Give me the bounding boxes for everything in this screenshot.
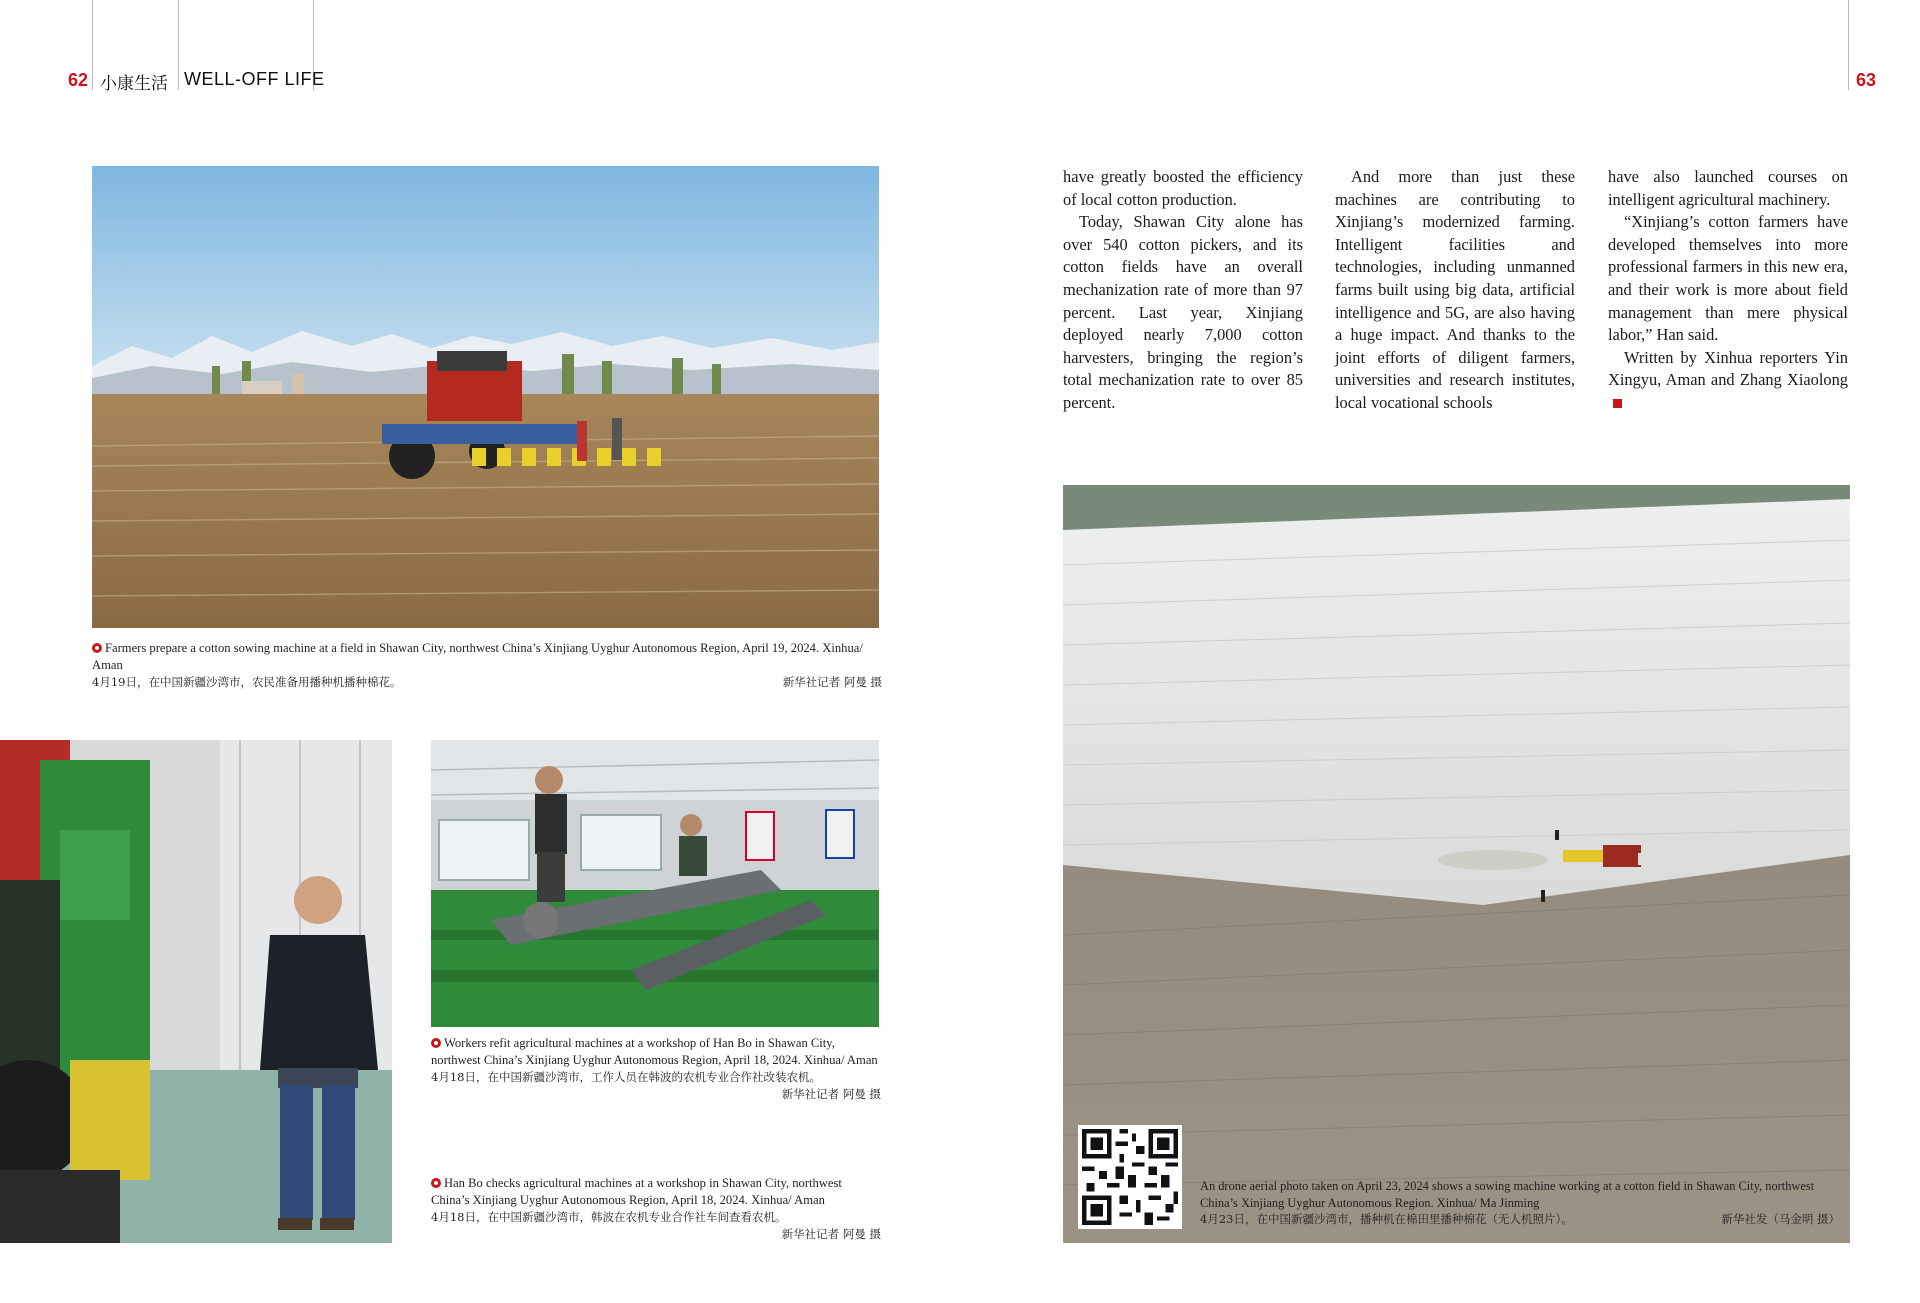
- caption-bullet-icon: [431, 1038, 441, 1048]
- qr-code-icon: [1078, 1125, 1182, 1229]
- byline-text: Written by Xinhua reporters Yin Xingyu, Aman and Zhang Xiaolong: [1608, 347, 1848, 390]
- han-bo-photo: [0, 740, 392, 1243]
- article-paragraph: And more than just these machines are contributing to Xinjiang’s modernized farming. Intelligent facilities and technologies, including unmanned farms built using big data, artificial intelligence and 5G, are also having a huge impact. And thanks to the joint efforts of diligent farmers, universities and research institutes, local vocational schools: [1335, 167, 1575, 412]
- header-rule-1: [92, 0, 93, 90]
- han-bo-caption-cn: 4月18日，在中国新疆沙湾市，韩波在农机专业合作社车间查看农机。: [431, 1210, 787, 1224]
- left-page-number: 62: [68, 70, 89, 90]
- drone-caption-cn: 4月23日，在中国新疆沙湾市，播种机在棉田里播种棉花（无人机照片）。: [1200, 1212, 1573, 1226]
- drone-caption-en: An drone aerial photo taken on April 23, 2024 shows a sowing machine working at a cotton field in Shawan City, northwest China’s Xinjiang Uyghur Autonomous Region. Xinhua/ Ma Jinming: [1200, 1179, 1815, 1210]
- article-column-3: [1608, 166, 1848, 415]
- workshop-caption-cn: 4月18日，在中国新疆沙湾市，工作人员在韩波的农机专业合作社改装农机。: [431, 1070, 821, 1084]
- han-bo-caption-en: Han Bo checks agricultural machines at a workshop in Shawan City, northwest China’s Xinjiang Uyghur Autonomous Region, April 18, 2024. Xinhua/ Aman: [431, 1176, 842, 1207]
- tractor-credit-cn: 新华社记者 阿曼 摄: [782, 675, 882, 689]
- han-bo-credit-cn: 新华社记者 阿曼 摄: [781, 1227, 881, 1241]
- drone-credit-cn: 新华社发（马金明 摄）: [1721, 1212, 1840, 1226]
- caption-bullet-icon: [92, 643, 102, 653]
- magazine-title-cn: 小康生活: [100, 74, 168, 94]
- article-paragraph: have also launched courses on intelligent agricultural machinery.: [1608, 167, 1848, 209]
- article-paragraph: Today, Shawan City alone has over 540 cotton pickers, and its cotton fields have an overall mechanization rate of more than 97 percent. Last year, Xinjiang deployed nearly 7,000 cotton harvesters, bringing the region’s total mechanization rate to over 85 percent.: [1063, 212, 1303, 412]
- article-column-2: [1335, 166, 1575, 415]
- article-byline: [1608, 347, 1848, 415]
- drone-photo-caption: [1200, 1178, 1840, 1228]
- right-page-number: 63: [1856, 70, 1877, 90]
- han-bo-photo-caption: [431, 1175, 881, 1243]
- workshop-credit-cn: 新华社记者 阿曼 摄: [781, 1087, 881, 1101]
- end-mark-icon: [1613, 399, 1622, 408]
- article-paragraph: “Xinjiang’s cotton farmers have developed themselves into more professional farmers in this new era, and their work is more about field management than mere physical labor,” Han said.: [1608, 212, 1848, 345]
- caption-bullet-icon: [431, 1178, 441, 1188]
- article-paragraph: have greatly boosted the efficiency of local cotton production.: [1063, 167, 1303, 209]
- section-title: WELL-OFF LIFE: [184, 69, 325, 89]
- header-rule-2: [178, 0, 179, 90]
- workshop-photo-caption: [431, 1035, 881, 1103]
- tractor-photo-caption: [92, 640, 882, 691]
- tractor-caption-cn: 4月19日，在中国新疆沙湾市，农民准备用播种机播种棉花。: [92, 675, 402, 689]
- tractor-caption-en: Farmers prepare a cotton sowing machine at a field in Shawan City, northwest China’s Xinjiang Uyghur Autonomous Region, April 19, 2024. Xinhua/ Aman: [92, 641, 863, 672]
- workshop-caption-en: Workers refit agricultural machines at a workshop of Han Bo in Shawan City, northwest China’s Xinjiang Uyghur Autonomous Region, April 18, 2024. Xinhua/ Aman: [431, 1036, 878, 1067]
- article-column-1: [1063, 166, 1303, 415]
- workshop-photo: [431, 740, 879, 1027]
- tractor-field-photo: [92, 166, 879, 628]
- header-rule-4: [1848, 0, 1849, 90]
